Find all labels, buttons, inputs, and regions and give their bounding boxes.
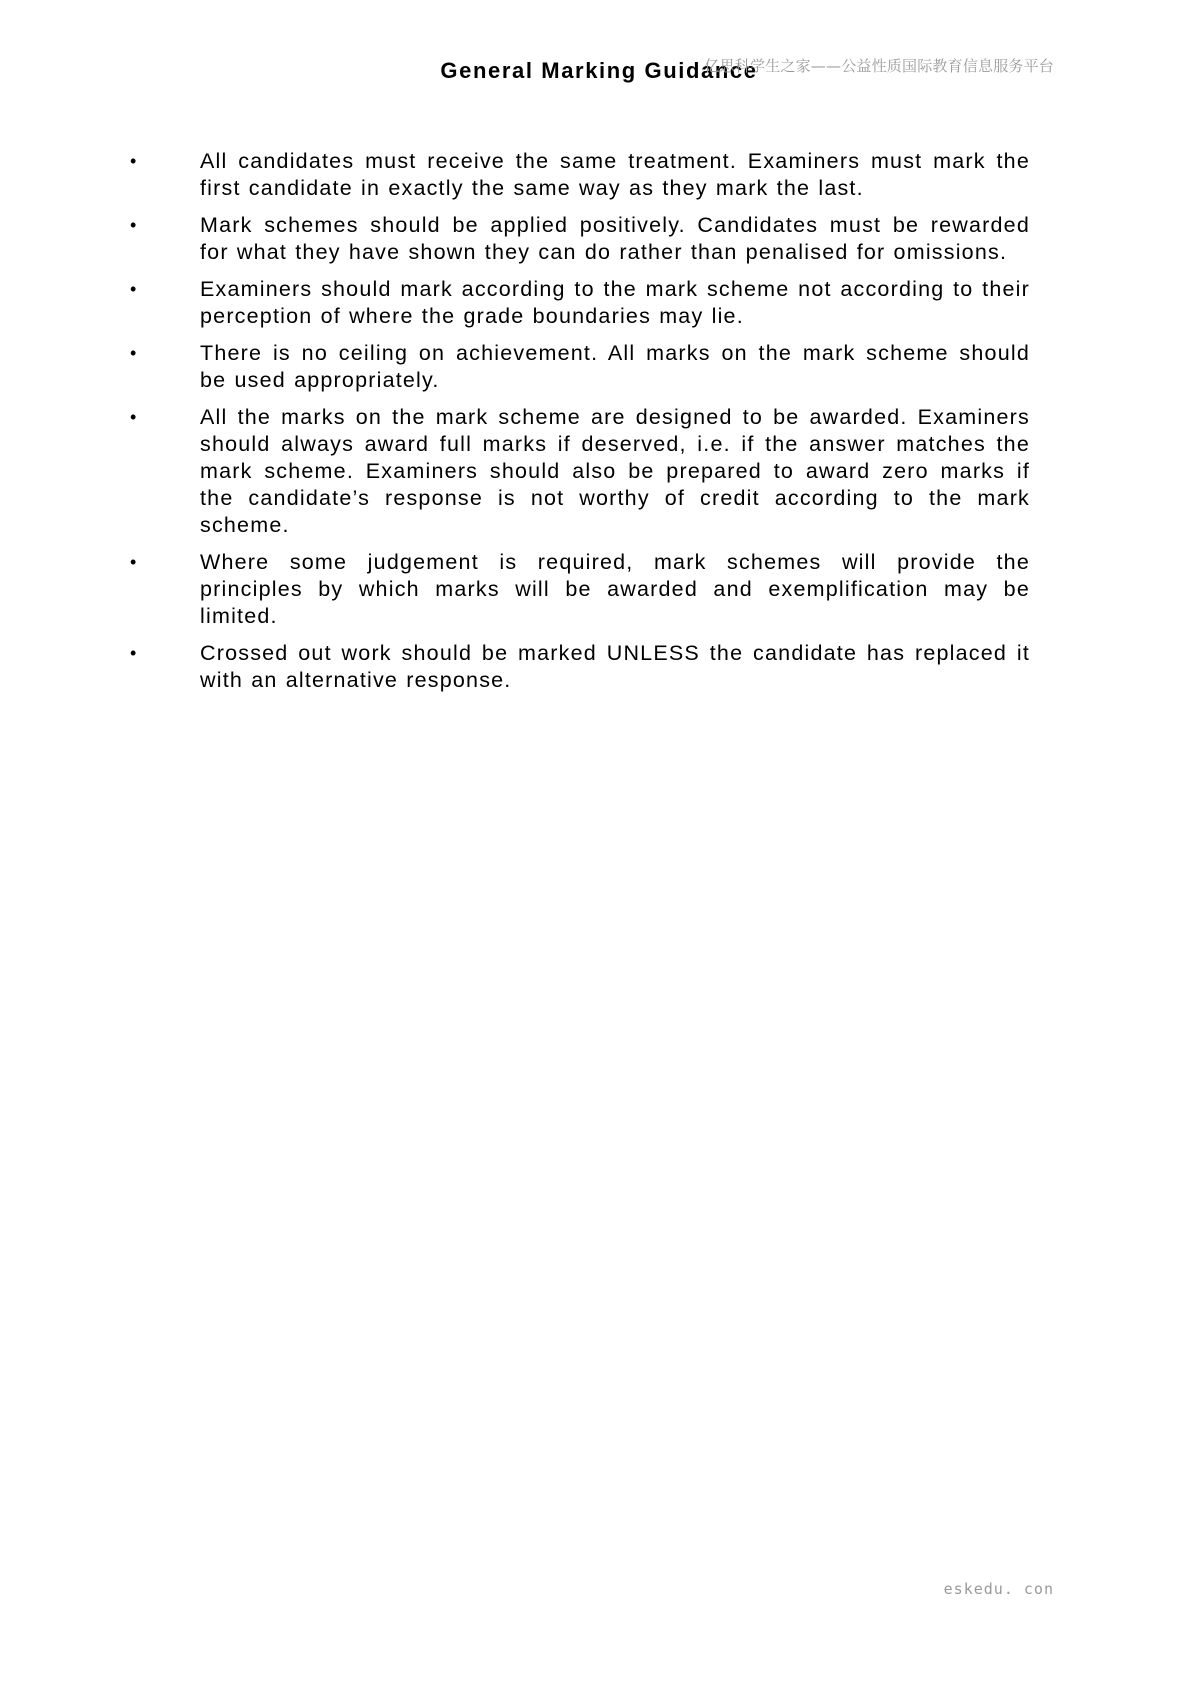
list-item xyxy=(130,404,1030,539)
list-item xyxy=(130,549,1030,630)
list-item-text: Mark schemes should be applied positively. Candidates must be rewarded for what they have shown they can do rather than penalised for omissions. xyxy=(200,213,1030,264)
list-item-text: Where some judgement is required, mark schemes will provide the principles by which marks will be awarded and exemplification may be limited. xyxy=(200,550,1030,628)
page-title: General Marking Guidance xyxy=(440,58,758,83)
watermark-top: 亿思科学生之家——公益性质国际教育信息服务平台 xyxy=(704,57,1054,75)
bullet-icon: • xyxy=(130,215,138,235)
list-item-text: All candidates must receive the same treatment. Examiners must mark the first candidate in exactly the same way as they mark the last. xyxy=(200,149,1030,200)
list-item-text: Crossed out work should be marked UNLESS the candidate has replaced it with an alternative response. xyxy=(200,641,1030,692)
list-item-text: Examiners should mark according to the mark scheme not according to their perception of where the grade boundaries may lie. xyxy=(200,277,1030,328)
watermark-bottom: eskedu. con xyxy=(943,1580,1054,1598)
list-item-text: All the marks on the mark scheme are designed to be awarded. Examiners should always award full marks if deserved, i.e. if the answer matches the mark scheme. Examiners should also be prepared to award zero marks if the candidate’s response is not worthy of credit according to the mark scheme. xyxy=(200,405,1030,537)
bullet-icon: • xyxy=(130,343,138,363)
bullet-icon: • xyxy=(130,151,138,171)
list-item-text: There is no ceiling on achievement. All marks on the mark scheme should be used appropriately. xyxy=(200,341,1030,392)
bullet-icon: • xyxy=(130,407,138,427)
bullet-icon: • xyxy=(130,552,138,572)
bullet-icon: • xyxy=(130,279,138,299)
list-item xyxy=(130,340,1030,394)
guidance-list xyxy=(130,148,1030,704)
list-item xyxy=(130,212,1030,266)
bullet-icon: • xyxy=(130,643,138,663)
list-item xyxy=(130,148,1030,202)
list-item xyxy=(130,276,1030,330)
list-item xyxy=(130,640,1030,694)
